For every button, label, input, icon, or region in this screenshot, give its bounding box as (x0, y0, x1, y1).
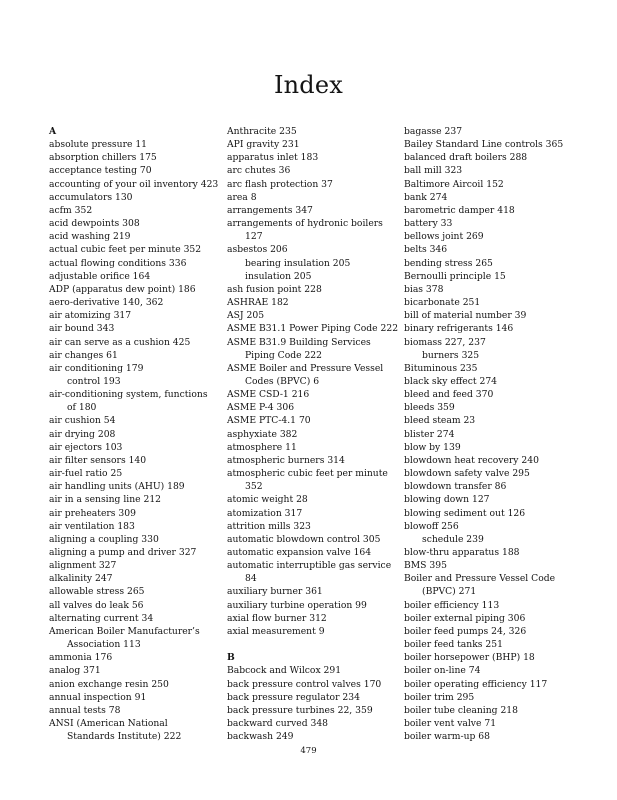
index-entry: blowdown transfer 86 (404, 481, 507, 493)
index-entry: ASME B31.9 Building Services Piping Code 222 (227, 336, 371, 361)
index-entry: all valves do leak 56 (49, 599, 144, 611)
index-entry: axial measurement 9 (227, 625, 325, 637)
index-entry: air-fuel ratio 25 (49, 468, 123, 480)
index-entry: binary refrigerants 146 (404, 323, 514, 335)
index-entry: atmospheric cubic feet per minute 352 (227, 468, 388, 493)
index-entry: bank 274 (404, 191, 448, 203)
index-entry: blowing down 127 (404, 494, 490, 506)
index-entry: boiler operating efficiency 117 (404, 678, 548, 690)
index-entry: alternating current 34 (49, 612, 154, 624)
index-entry: blow by 139 (404, 441, 461, 453)
index-entry: boiler vent valve 71 (404, 718, 497, 730)
index-entry: air conditioning 179 (49, 362, 144, 374)
index-entry: alignment 327 (49, 560, 117, 572)
index-entry: ASME PTC-4.1 70 (227, 415, 311, 427)
index-entry: anion exchange resin 250 (49, 678, 169, 690)
index-entry: ASJ 205 (227, 310, 265, 322)
index-entry: air bound 343 (49, 323, 115, 335)
index-column-3 (404, 125, 572, 743)
index-entry: accumulators 130 (49, 191, 133, 203)
index-entry: air atomizing 317 (49, 310, 132, 322)
index-entry: automatic expansion valve 164 (227, 547, 372, 558)
index-entry: air can serve as a cushion 425 (49, 336, 191, 348)
index-entry: allowable stress 265 (49, 586, 145, 598)
index-entry: arrangements 347 (227, 204, 313, 216)
index-entry: ANSI (American National Standards Institute) 222 (49, 718, 182, 743)
index-entry: automatic blowdown control 305 (227, 533, 381, 545)
index-entry: acid dewpoints 308 (49, 218, 140, 230)
index-entry: atomic weight 28 (227, 494, 308, 506)
index-entry: auxiliary turbine operation 99 (227, 599, 367, 611)
page-title: Index (273, 71, 344, 99)
index-subentry: control 193 (67, 375, 121, 387)
index-entry: air preheaters 309 (49, 507, 136, 519)
index-entry: ASHRAE 182 (227, 297, 289, 309)
index-entry: acid washing 219 (49, 231, 131, 243)
index-letter-heading: B (227, 652, 235, 664)
index-entry: blowoff 256 (404, 520, 459, 532)
index-entry: boiler feed tanks 251 (404, 639, 503, 651)
index-subentry: schedule 239 (422, 533, 484, 545)
index-entry: auxiliary burner 361 (227, 586, 323, 598)
index-entry: boiler efficiency 113 (404, 599, 500, 611)
index-entry: air ejectors 103 (49, 441, 123, 453)
index-subentry: bearing insulation 205 (245, 257, 351, 269)
index-entry: axial flow burner 312 (227, 612, 327, 624)
index-entry: air drying 208 (49, 428, 116, 440)
index-entry: aligning a coupling 330 (49, 533, 159, 545)
index-entry: balanced draft boilers 288 (404, 152, 528, 164)
index-entry: analog 371 (49, 665, 101, 677)
index-entry: aero-derivative 140, 362 (49, 297, 164, 309)
index-entry: air in a sensing line 212 (49, 494, 162, 506)
index-entry: attrition mills 323 (227, 520, 311, 532)
index-entry: blister 274 (404, 428, 455, 440)
index-entry: actual cubic feet per minute 352 (49, 244, 202, 256)
index-entry: atmosphere 11 (227, 441, 297, 453)
index-entry: backward curved 348 (227, 718, 329, 730)
index-entry: air cushion 54 (49, 415, 116, 427)
index-entry: annual tests 78 (49, 704, 121, 716)
index-entry: bleed and feed 370 (404, 389, 494, 401)
index-entry: back pressure control valves 170 (227, 678, 382, 690)
index-entry: atmospheric burners 314 (227, 454, 345, 466)
index-entry: adjustable orifice 164 (49, 270, 151, 282)
index-entry: absolute pressure 11 (49, 139, 148, 151)
index-entry: back pressure turbines 22, 359 (227, 704, 373, 716)
index-entry: asphyxiate 382 (227, 428, 298, 440)
index-entry: apparatus inlet 183 (227, 152, 319, 164)
index-entry: air handling units (AHU) 189 (49, 481, 185, 493)
index-entry: arc chutes 36 (227, 165, 291, 177)
index-entry: black sky effect 274 (404, 375, 498, 387)
index-entry: acfm 352 (49, 204, 93, 216)
index-entry: ASME B31.1 Power Piping Code 222 (227, 323, 399, 335)
page-number: 479 (300, 746, 317, 756)
index-entry: ASME Boiler and Pressure Vessel Codes (BPVC) 6 (227, 362, 384, 387)
index-entry: automatic interruptible gas service 84 (227, 560, 392, 585)
index-entry: arc flash protection 37 (227, 178, 333, 190)
index-entry: ash fusion point 228 (227, 283, 322, 295)
index-subentry: burners 325 (422, 349, 480, 361)
index-entry: barometric damper 418 (404, 204, 515, 216)
index-entry: aligning a pump and driver 327 (49, 547, 197, 558)
index-entry: backwash 249 (227, 731, 294, 743)
index-entry: back pressure regulator 234 (227, 691, 360, 703)
index-entry: Bailey Standard Line controls 365 (404, 139, 564, 151)
index-entry: Boiler and Pressure Vessel Code (BPVC) 271 (404, 573, 556, 598)
index-entry: accounting of your oil inventory 423 (49, 178, 219, 190)
index-entry: Baltimore Aircoil 152 (404, 178, 504, 190)
index-letter-heading: A (49, 126, 57, 137)
index-entry: boiler horsepower (BHP) 18 (404, 652, 535, 664)
index-entry: belts 346 (404, 244, 448, 256)
index-entry: Bituminous 235 (404, 362, 478, 374)
index-entry: API gravity 231 (227, 139, 300, 151)
index-entry: air-conditioning system, functions of 180 (49, 389, 208, 414)
index-entry: ASME P-4 306 (227, 402, 295, 414)
index-entry: ASME CSD-1 216 (227, 389, 310, 401)
index-entry: boiler trim 295 (404, 691, 475, 703)
index-entry: acceptance testing 70 (49, 165, 152, 177)
index-entry: boiler external piping 306 (404, 612, 526, 624)
index-entry: ammonia 176 (49, 652, 113, 664)
index-entry: Bernoulli principle 15 (404, 270, 506, 282)
index-entry: absorption chillers 175 (49, 152, 157, 164)
index-entry: bleed steam 23 (404, 415, 476, 427)
index-entry: area 8 (227, 191, 257, 203)
index-entry: ADP (apparatus dew point) 186 (49, 283, 196, 295)
index-entry: Babcock and Wilcox 291 (227, 665, 342, 677)
index-column-1 (49, 125, 217, 743)
index-entry: atomization 317 (227, 507, 303, 519)
index-entry: blowdown safety valve 295 (404, 468, 530, 480)
index-column-2 (227, 125, 399, 743)
index-entry: boiler tube cleaning 218 (404, 704, 518, 716)
index-entry: battery 33 (404, 218, 453, 230)
index-entry: BMS 395 (404, 560, 447, 572)
index-entry: biomass 227, 237 (404, 336, 486, 348)
index-entry: actual flowing conditions 336 (49, 257, 187, 269)
index-entry: boiler feed pumps 24, 326 (404, 625, 527, 637)
index-entry: American Boiler Manufacturer’s Association 113 (49, 625, 200, 651)
index-entry: air filter sensors 140 (49, 454, 147, 466)
index-entry: bias 378 (404, 283, 444, 295)
index-entry: ball mill 323 (404, 165, 463, 177)
index-entry: bleeds 359 (404, 402, 455, 414)
index-entry: bagasse 237 (404, 126, 463, 137)
index-entry: air ventilation 183 (49, 520, 135, 532)
index-entry: alkalinity 247 (49, 573, 113, 585)
index-subentry: insulation 205 (245, 270, 312, 282)
index-entry: Anthracite 235 (227, 126, 297, 137)
index-entry: annual inspection 91 (49, 691, 147, 703)
index-entry: arrangements of hydronic boilers 127 (227, 218, 383, 243)
index-entry: blow-thru apparatus 188 (404, 547, 520, 558)
index-entry: bill of material number 39 (404, 310, 527, 322)
index-entry: bending stress 265 (404, 257, 493, 269)
index-entry: air changes 61 (49, 349, 118, 361)
index-entry: bellows joint 269 (404, 231, 484, 243)
index-entry: asbestos 206 (227, 244, 288, 256)
index-entry: boiler on-line 74 (404, 665, 481, 677)
index-entry: boiler warm-up 68 (404, 731, 490, 743)
index-entry: blowing sediment out 126 (404, 507, 526, 519)
index-entry: blowdown heat recovery 240 (404, 454, 539, 466)
index-entry: bicarbonate 251 (404, 297, 481, 309)
